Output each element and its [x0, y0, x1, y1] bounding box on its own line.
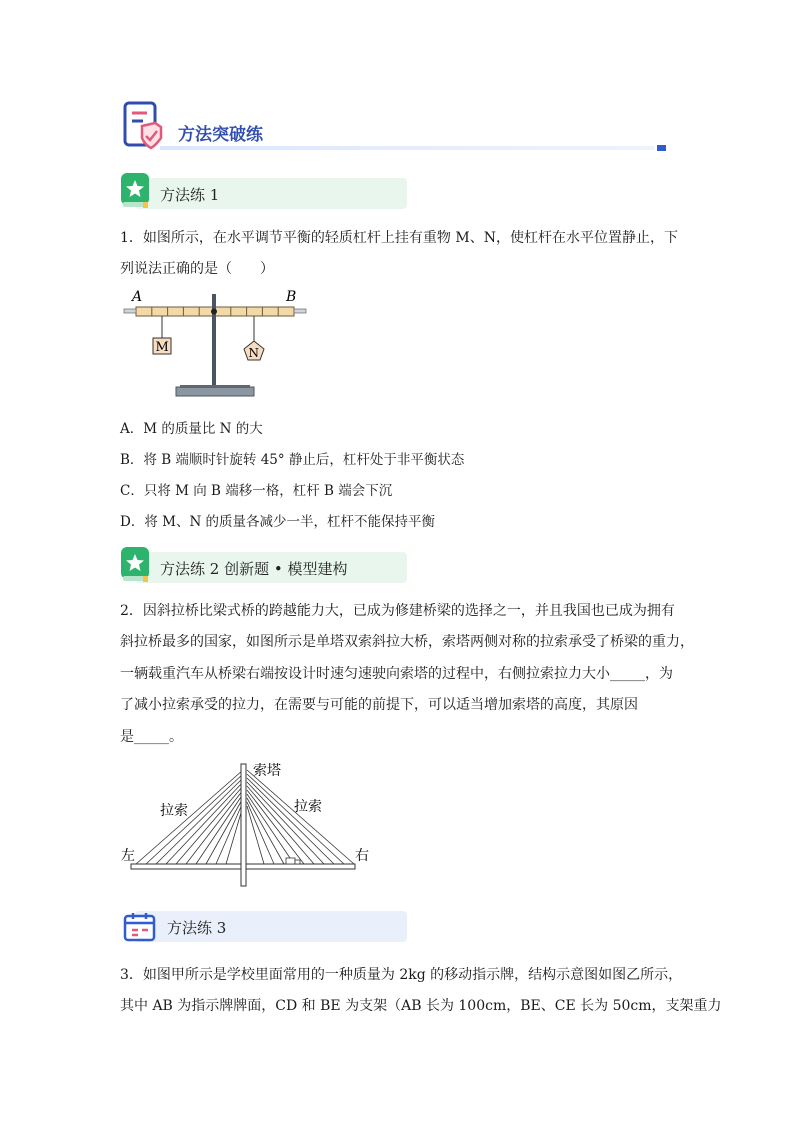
calendar-icon: [123, 912, 157, 942]
bridge-tower-label: 索塔: [253, 763, 281, 779]
star-book-icon: [120, 172, 152, 210]
lever-label-b: B: [286, 289, 297, 305]
section-header-icon: [122, 100, 164, 152]
bridge-cable-left-label: 拉索: [160, 803, 188, 819]
lever-figure: [118, 286, 318, 406]
q2-line-2: 斜拉桥最多的国家，如图所示是单塔双索斜拉大桥，索塔两侧对称的拉索承受了桥梁的重力，: [120, 634, 694, 650]
bridge-cable-right-label: 拉索: [294, 799, 322, 815]
lever-label-a: A: [132, 289, 143, 305]
bridge-figure: [118, 758, 380, 890]
q1-line-1: 1．如图所示，在水平调节平衡的轻质杠杆上挂有重物 M、N，使杠杆在水平位置静止，下: [120, 230, 678, 246]
page-title: 方法突破练: [178, 125, 263, 145]
weight-m-label: M: [155, 340, 169, 355]
q2-line-1: 2．因斜拉桥比梁式桥的跨越能力大，已成为修建桥梁的选择之一，并且我国也已成为拥有: [120, 603, 675, 619]
q2-line-4: 了减小拉索承受的拉力，在需要与可能的前提下，可以适当增加索塔的高度，其原因: [120, 697, 638, 713]
weight-n-label: N: [248, 346, 259, 360]
q1-option-d[interactable]: D．将 M、N 的质量各减少一半，杠杆不能保持平衡: [120, 514, 436, 530]
section-2-label: 方法练 2 创新题 • 模型建构: [160, 560, 348, 578]
q3-line-2: 其中 AB 为指示牌牌面，CD 和 BE 为支架（AB 长为 100cm，BE、CE 长为 50cm，支架重力: [120, 998, 722, 1014]
section-1-label: 方法练 1: [160, 186, 220, 204]
q2-line-5: 是_____。: [120, 729, 183, 745]
bridge-left-label: 左: [121, 848, 135, 864]
q1-option-c[interactable]: C．只将 M 向 B 端移一格，杠杆 B 端会下沉: [120, 483, 393, 499]
q3-line-1: 3．如图甲所示是学校里面常用的一种质量为 2kg 的移动指示牌，结构示意图如图乙所示，: [120, 967, 683, 983]
q2-line-3: 一辆载重汽车从桥梁右端按设计时速匀速驶向索塔的过程中，右侧拉索拉力大小_____，为: [120, 666, 673, 682]
q1-option-a[interactable]: A．M 的质量比 N 的大: [120, 421, 263, 437]
title-marker: [657, 145, 666, 151]
bridge-right-label: 右: [355, 848, 369, 864]
q1-option-b[interactable]: B．将 B 端顺时针旋转 45° 静止后，杠杆处于非平衡状态: [120, 452, 465, 468]
q1-line-2: 列说法正确的是（ ）: [120, 261, 274, 277]
section-3-label: 方法练 3: [167, 919, 227, 937]
title-underline: [160, 146, 654, 150]
star-book-icon: [120, 546, 152, 584]
